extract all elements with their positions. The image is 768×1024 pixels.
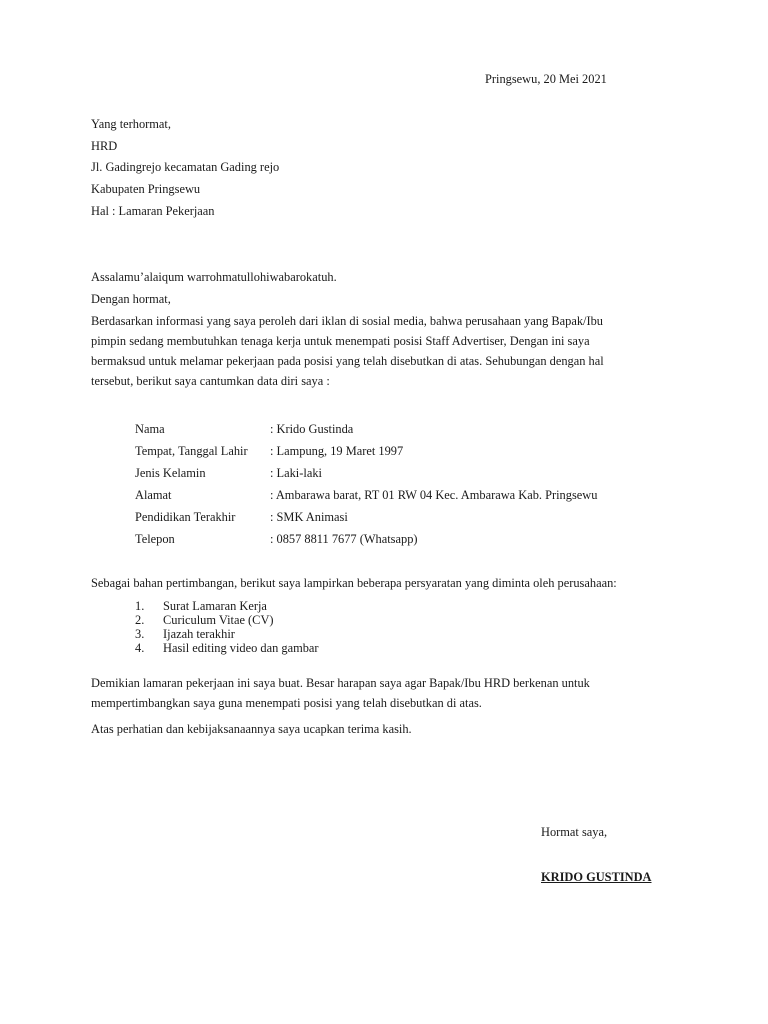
list-number: 2.: [135, 613, 145, 627]
recipient-line: HRD: [91, 139, 118, 153]
date-line: Pringsewu, 20 Mei 2021: [485, 72, 607, 86]
paragraph-line: Demikian lamaran pekerjaan ini saya buat. Besar harapan saya agar Bapak/Ibu HRD berkenan untuk: [91, 676, 590, 690]
data-value: : Ambarawa barat, RT 01 RW 04 Kec. Ambarawa Kab. Pringsewu: [270, 488, 598, 502]
data-label: Pendidikan Terakhir: [135, 510, 236, 524]
recipient-line: Jl. Gadingrejo kecamatan Gading rejo: [91, 160, 280, 174]
data-value: : 0857 8811 7677 (Whatsapp): [270, 532, 418, 546]
attachments-intro: Sebagai bahan pertimbangan, berikut saya lampirkan beberapa persyaratan yang diminta oleh perusahaan:: [91, 576, 617, 590]
data-value: : Laki-laki: [270, 466, 322, 480]
paragraph-line: pimpin sedang membutuhkan tenaga kerja untuk menempati posisi Staff Advertiser, Dengan ini saya: [91, 334, 590, 348]
closing-paragraph: [91, 673, 681, 713]
data-label: Tempat, Tanggal Lahir: [135, 444, 248, 458]
intro-paragraph: [91, 311, 681, 391]
paragraph-line: tersebut, berikut saya cantumkan data diri saya :: [91, 374, 330, 388]
recipient-line: Kabupaten Pringsewu: [91, 182, 201, 196]
paragraph-line: Berdasarkan informasi yang saya peroleh dari iklan di sosial media, bahwa perusahaan yang Bapak/Ibu: [91, 314, 603, 328]
list-number: 1.: [135, 599, 145, 613]
paragraph-line: mempertimbangkan saya guna menempati posisi yang telah disebutkan di atas.: [91, 696, 482, 710]
data-label: Nama: [135, 422, 165, 436]
signature-salutation: Hormat saya,: [541, 825, 608, 839]
data-value: : SMK Animasi: [270, 510, 348, 524]
list-text: Hasil editing video dan gambar: [163, 641, 319, 655]
data-label: Jenis Kelamin: [135, 466, 206, 480]
opening-hormat: Dengan hormat,: [91, 292, 171, 306]
data-value: : Lampung, 19 Maret 1997: [270, 444, 404, 458]
recipient-greeting: Yang terhormat,: [91, 117, 171, 131]
list-text: Curiculum Vitae (CV): [163, 613, 274, 627]
list-number: 4.: [135, 641, 145, 655]
signature-name: KRIDO GUSTINDA: [541, 870, 652, 884]
list-number: 3.: [135, 627, 145, 641]
list-text: Surat Lamaran Kerja: [163, 599, 267, 613]
paragraph-line: bermaksud untuk melamar pekerjaan pada posisi yang telah disebutkan di atas. Sehubungan dengan hal: [91, 354, 604, 368]
subject-line: Hal : Lamaran Pekerjaan: [91, 204, 215, 218]
data-label: Alamat: [135, 488, 172, 502]
thanks-line: Atas perhatian dan kebijaksanaannya saya ucapkan terima kasih.: [91, 722, 412, 736]
data-label: Telepon: [135, 532, 175, 546]
list-text: Ijazah terakhir: [163, 627, 235, 641]
data-value: : Krido Gustinda: [270, 422, 354, 436]
opening-salam: Assalamu’alaiqum warrohmatullohiwabarokatuh.: [91, 270, 337, 284]
